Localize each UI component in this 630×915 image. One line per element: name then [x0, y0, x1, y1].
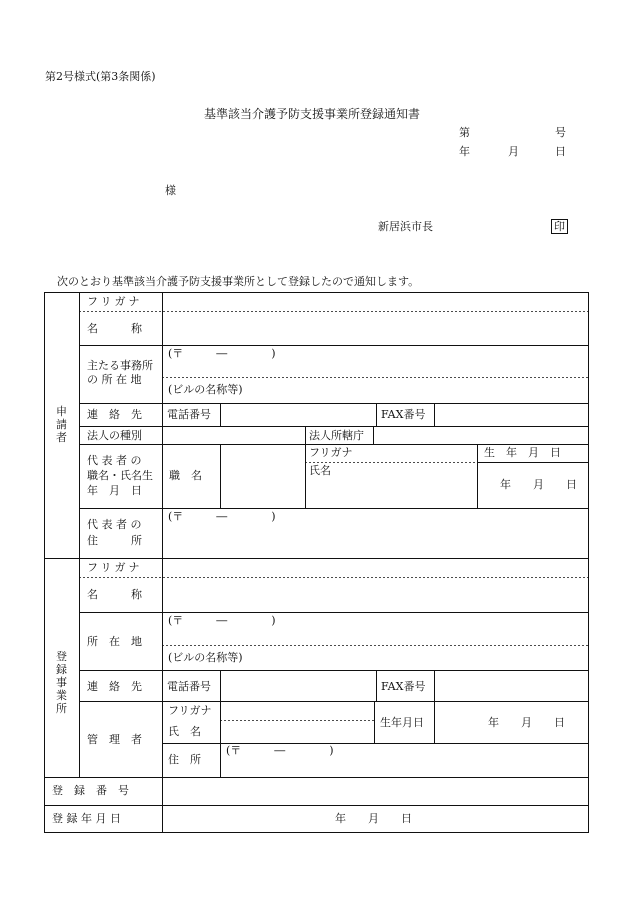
- registration-date-value: 年 月 日: [335, 812, 412, 825]
- applicant-office-label-1: 主たる事務所: [87, 359, 153, 372]
- applicant-furigana-label: フリガナ: [87, 295, 143, 308]
- applicant-office-label-2: の 所 在 地: [87, 373, 142, 386]
- rep-postal: (〒 ― ): [168, 510, 276, 523]
- applicant-section-label: 申請者: [56, 405, 67, 444]
- rep-position-label: 職 名: [169, 469, 202, 482]
- registration-date-label: 登 録 年 月 日: [52, 812, 121, 825]
- rep-name-label: 氏名: [309, 464, 331, 477]
- rep-address-label-2: 住 所: [87, 534, 142, 547]
- number-prefix: 第: [459, 126, 470, 139]
- office-furigana-label: フリガナ: [87, 561, 143, 574]
- applicant-name-label: 名 称: [87, 322, 142, 335]
- manager-name-label: 氏 名: [168, 725, 201, 738]
- applicant-postal: (〒 ― ): [168, 347, 276, 360]
- form-number: 第2号様式(第3条関係): [45, 70, 156, 83]
- date-day: 日: [555, 145, 566, 158]
- document-title: 基準該当介護予防支援事業所登録通知書: [204, 107, 421, 121]
- office-postal: (〒 ― ): [168, 614, 276, 627]
- rep-label-2: 職名・氏名生: [87, 469, 153, 482]
- office-name-label: 名 称: [87, 588, 142, 601]
- office-building: (ビルの名称等): [168, 651, 243, 664]
- rep-furigana-label: フリガナ: [309, 446, 353, 459]
- number-suffix: 号: [555, 126, 566, 139]
- applicant-phone-label: 電話番号: [167, 408, 211, 421]
- office-contact-label: 連 絡 先: [87, 680, 142, 693]
- seal-mark: 印: [551, 219, 568, 234]
- rep-address-label-1: 代 表 者 の: [87, 518, 142, 531]
- applicant-fax-label: FAX番号: [381, 408, 426, 421]
- corp-office-label: 法人所轄庁: [309, 429, 364, 442]
- date-month: 月: [508, 145, 519, 158]
- corp-type-label: 法人の種別: [87, 429, 142, 442]
- rep-label-3: 年 月 日: [87, 484, 142, 497]
- date-year: 年: [459, 145, 470, 158]
- registration-number-label: 登 録 番 号: [52, 784, 129, 797]
- applicant-contact-label: 連 絡 先: [87, 408, 142, 421]
- intro-text: 次のとおり基準該当介護予防支援事業所として登録したので通知します。: [57, 275, 420, 288]
- manager-label: 管 理 者: [87, 733, 142, 746]
- office-fax-label: FAX番号: [381, 680, 426, 693]
- manager-address-label: 住 所: [168, 753, 201, 766]
- manager-birth-label: 生年月日: [380, 716, 424, 729]
- mayor-title: 新居浜市長: [378, 220, 433, 233]
- applicant-building: (ビルの名称等): [168, 383, 243, 396]
- rep-birth-value: 年 月 日: [500, 478, 577, 491]
- office-section-label: 登録事業所: [56, 650, 67, 715]
- manager-furigana-label: フリガナ: [168, 704, 212, 717]
- office-location-label: 所 在 地: [87, 635, 142, 648]
- rep-label-1: 代 表 者 の: [87, 454, 142, 467]
- manager-postal: (〒 ― ): [226, 744, 334, 757]
- manager-birth-value: 年 月 日: [488, 716, 565, 729]
- office-phone-label: 電話番号: [167, 680, 211, 693]
- addressee-honorific: 様: [165, 184, 176, 197]
- rep-birth-label: 生 年 月 日: [484, 446, 561, 459]
